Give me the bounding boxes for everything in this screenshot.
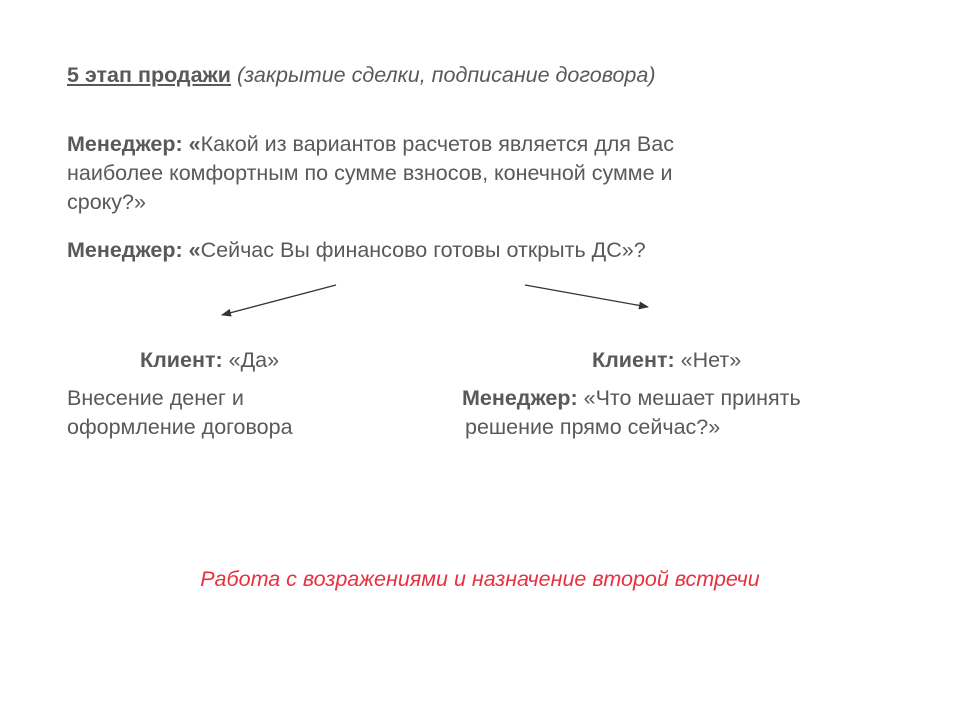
no-outcome-speaker: Менеджер: <box>462 386 578 410</box>
objection-handling-note: Работа с возражениями и назначение второй встречи <box>200 567 760 591</box>
yes-outcome-line-1: Внесение денег и <box>67 386 244 410</box>
arrow-right <box>525 285 648 307</box>
no-outcome-line-1 <box>462 384 801 413</box>
client-no-answer: «Нет» <box>674 348 742 372</box>
slide-heading <box>67 61 655 90</box>
stage-title: 5 этап продажи <box>67 63 232 87</box>
question-1-text-1: Какой из вариантов расчетов является для Вас <box>200 132 674 156</box>
manager-question-2 <box>67 236 646 265</box>
question-1-line-3: сроку?» <box>67 190 146 214</box>
question-1-speaker: Менеджер: « <box>67 132 201 156</box>
yes-outcome-line-2: оформление договора <box>67 415 293 439</box>
stage-subtitle: (закрытие сделки, подписание договора) <box>237 63 656 87</box>
arrow-left <box>222 285 336 315</box>
question-1-line-2: наиболее комфортным по сумме взносов, конечной сумме и <box>67 161 673 185</box>
client-no-speaker: Клиент: <box>592 348 675 372</box>
no-outcome <box>462 384 801 442</box>
question-1-line-1 <box>67 130 674 159</box>
no-outcome-line-2: решение прямо сейчас?» <box>465 415 721 439</box>
manager-question-1 <box>67 130 674 217</box>
client-yes-answer: «Да» <box>222 348 280 372</box>
yes-outcome <box>67 384 293 442</box>
question-2-speaker: Менеджер: « <box>67 238 201 262</box>
question-2-text: Сейчас Вы финансово готовы открыть ДС»? <box>200 238 646 262</box>
no-outcome-text-1: «Что мешает принять <box>577 386 801 410</box>
client-no-label <box>592 346 741 375</box>
client-yes-speaker: Клиент: <box>140 348 223 372</box>
client-yes-label <box>140 346 279 375</box>
